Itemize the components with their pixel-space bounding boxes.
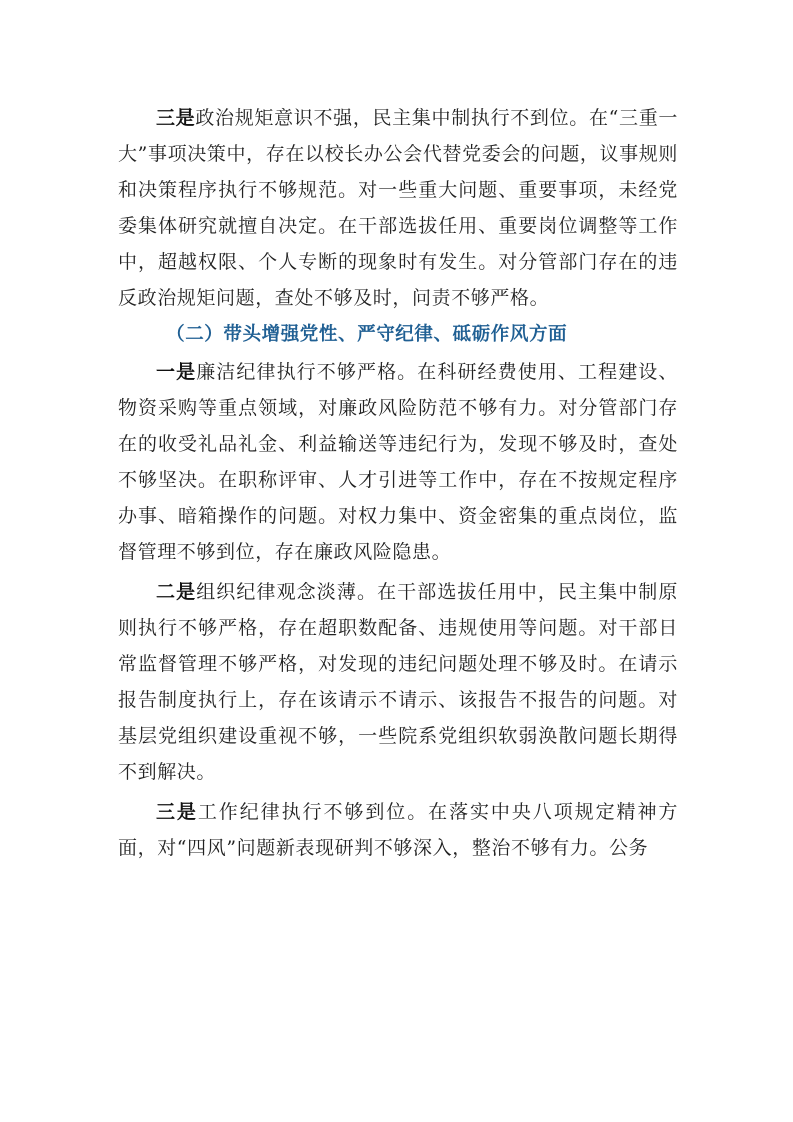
document-body	[118, 100, 678, 866]
paragraph-organizational-discipline	[118, 574, 678, 790]
section-heading: （二）带头增强党性、严守纪律、砥砺作风方面	[166, 324, 568, 345]
paragraph-lead: 二是	[156, 581, 197, 603]
paragraph-integrity-discipline	[118, 354, 678, 570]
paragraph-lead: 三是	[156, 801, 198, 823]
paragraph-political-rules	[118, 100, 678, 316]
paragraph-lead: 三是	[156, 107, 196, 129]
paragraph-work-discipline	[118, 794, 678, 866]
paragraph-text: 政治规矩意识不强，民主集中制执行不到位。在“三重一大”事项决策中，存在以校长办公会代替党委会的问题，议事规则和决策程序执行不够规范。对一些重大问题、重要事项，未经党委集体研究就擅自决定。在干部选拔任用、重要岗位调整等工作中，超越权限、个人专断的现象时有发生。对分管部门存在的违反政治规矩问题，查处不够及时，问责不够严格。	[118, 107, 679, 309]
paragraph-lead: 一是	[156, 361, 197, 383]
paragraph-text: 组织纪律观念淡薄。在干部选拔任用中，民主集中制原则执行不够严格，存在超职数配备、违规使用等问题。对干部日常监督管理不够严格，对发现的违纪问题处理不够及时。在请示报告制度执行上，存在该请示不请示、该报告不报告的问题。对基层党组织建设重视不够，一些院系党组织软弱涣散问题长期得不到解决。	[118, 581, 679, 783]
paragraph-text: 工作纪律执行不够到位。在落实中央八项规定精神方面，对“四风”问题新表现研判不够深入，整治不够有力。公务	[118, 801, 678, 859]
paragraph-text: 廉洁纪律执行不够严格。在科研经费使用、工程建设、物资采购等重点领域，对廉政风险防范不够有力。对分管部门存在的收受礼品礼金、利益输送等违纪行为，发现不够及时，查处不够坚决。在职称评审、人才引进等工作中，存在不按规定程序办事、暗箱操作的问题。对权力集中、资金密集的重点岗位，监督管理不够到位，存在廉政风险隐患。	[118, 361, 679, 563]
